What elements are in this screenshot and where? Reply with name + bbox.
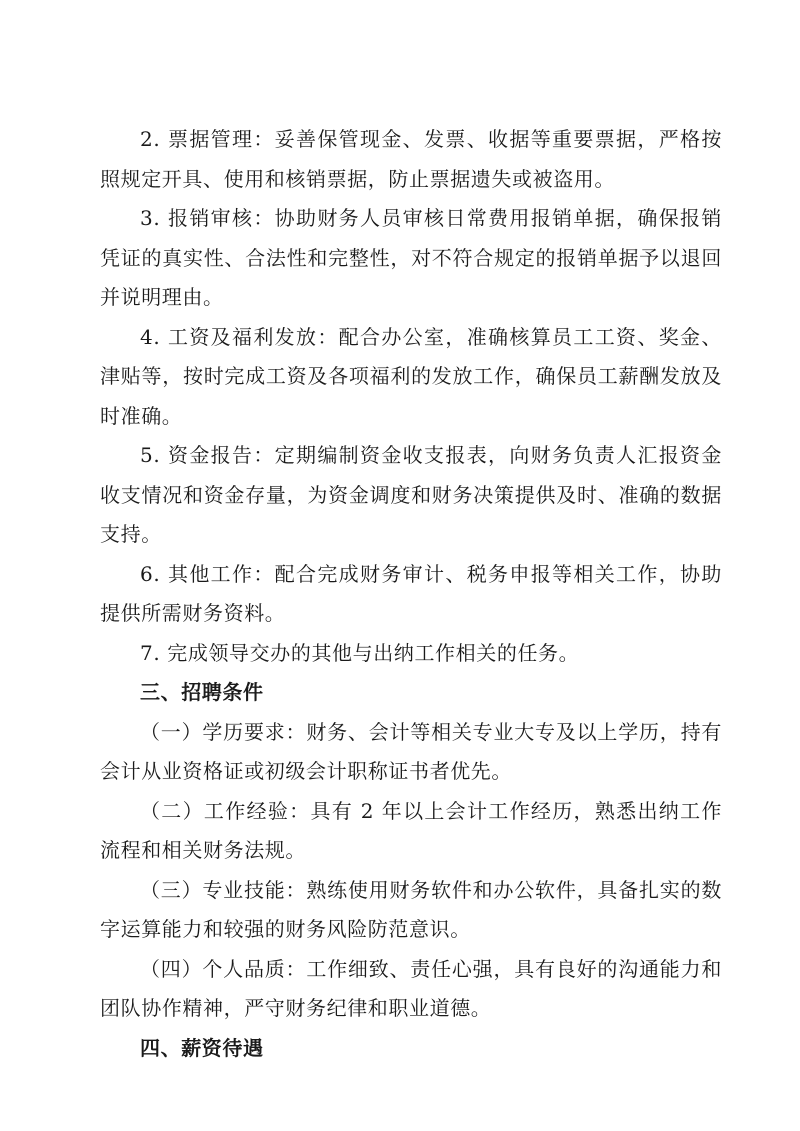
duty-item-4: 4. 工资及福利发放：配合办公室，准确核算员工工资、奖金、津贴等，按时完成工资及各项福利的发放工作，确保员工薪酬发放及时准确。 xyxy=(100,324,722,428)
requirement-experience: （二）工作经验：具有 2 年以上会计工作经历，熟悉出纳工作流程和相关财务法规。 xyxy=(100,798,722,862)
duty-item-3: 3. 报销审核：协助财务人员审核日常费用报销单据，确保报销凭证的真实性、合法性和完整性，对不符合规定的报销单据予以退回并说明理由。 xyxy=(100,206,722,309)
requirement-skills: （三）专业技能：熟练使用财务软件和办公软件，具备扎实的数字运算能力和较强的财务风险防范意识。 xyxy=(100,877,722,941)
duty-item-7: 7. 完成领导交办的其他与出纳工作相关的任务。 xyxy=(140,640,580,665)
duty-item-5: 5. 资金报告：定期编制资金收支报表，向财务负责人汇报资金收支情况和资金存量，为资金调度和财务决策提供及时、准确的数据支持。 xyxy=(100,443,722,546)
duty-item-2: 2. 票据管理：妥善保管现金、发票、收据等重要票据，严格按照规定开具、使用和核销票据，防止票据遗失或被盗用。 xyxy=(100,127,722,191)
duty-item-6: 6. 其他工作：配合完成财务审计、税务申报等相关工作，协助提供所需财务资料。 xyxy=(100,561,722,625)
section-heading-salary: 四、薪资待遇 xyxy=(140,1035,264,1060)
document-body xyxy=(100,120,722,1068)
requirement-education: （一）学历要求：财务、会计等相关专业大专及以上学历，持有会计从业资格证或初级会计职称证书者优先。 xyxy=(100,719,722,783)
requirement-qualities: （四）个人品质：工作细致、责任心强，具有良好的沟通能力和团队协作精神，严守财务纪律和职业道德。 xyxy=(100,956,722,1020)
section-heading-requirements: 三、招聘条件 xyxy=(140,680,264,704)
